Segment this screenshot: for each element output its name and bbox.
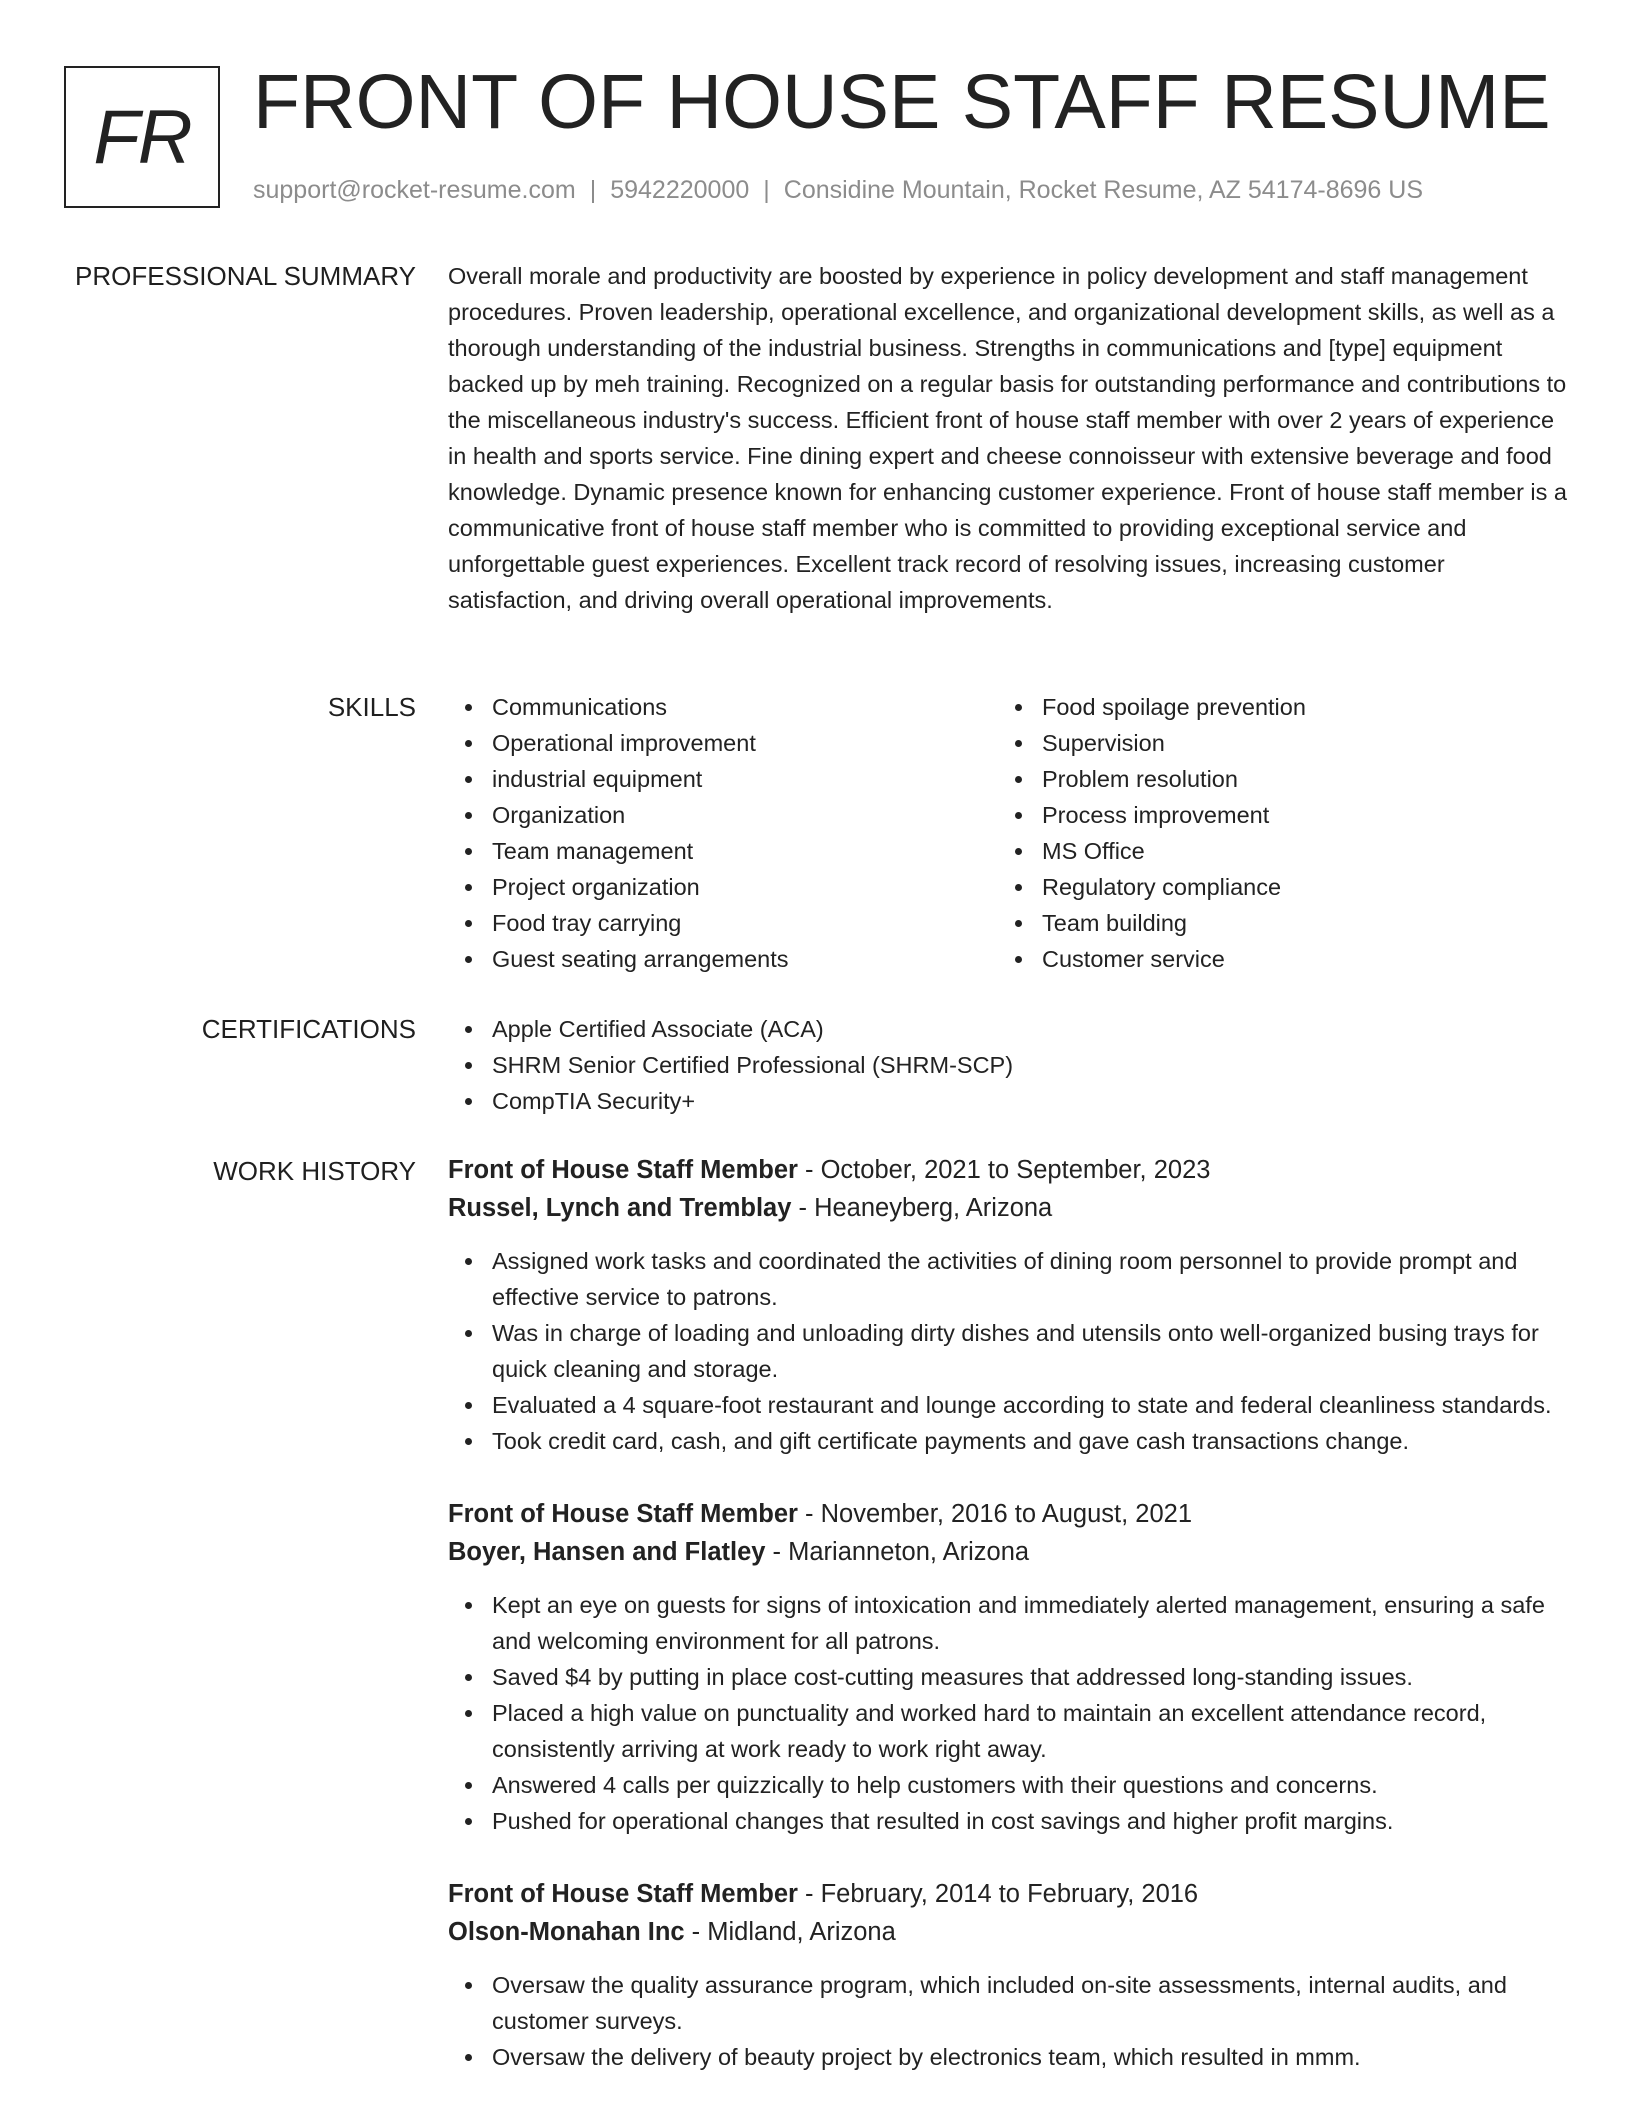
job-entry [448,1495,1568,1839]
skills-list-left [448,689,998,977]
job-dates: - November, 2016 to August, 2021 [797,1500,1193,1528]
skill-item: industrial equipment [448,761,998,797]
section-label-work-history: WORK HISTORY [213,1156,416,1186]
job-entry [448,1875,1568,2075]
job-bullet: Assigned work tasks and coordinated the activities of dining room personnel to provide prompt and effective service to patrons. [448,1243,1568,1315]
skill-item: Team management [448,833,998,869]
job-bullet: Saved $4 by putting in place cost-cutting measures that addressed long-standing issues. [448,1659,1568,1695]
skill-item: Process improvement [998,797,1548,833]
jobs-container [448,1151,1568,2111]
skill-item: Guest seating arrangements [448,941,998,977]
skill-item: Project organization [448,869,998,905]
skill-item: MS Office [998,833,1548,869]
job-bullet: Took credit card, cash, and gift certificate payments and gave cash transactions change. [448,1423,1568,1459]
contact-phone[interactable]: 5942220000 [610,176,750,204]
skill-item: Team building [998,905,1548,941]
certification-item: CompTIA Security+ [448,1083,1568,1119]
contact-address: Considine Mountain, Rocket Resume, AZ 54174-8696 US [783,176,1424,204]
job-company-line [448,1189,1568,1227]
skill-item: Communications [448,689,998,725]
certifications-list [448,1011,1568,1119]
job-title-line [448,1495,1568,1533]
job-company: Boyer, Hansen and Flatley [448,1538,766,1566]
job-bullet: Answered 4 calls per quizzically to help customers with their questions and concerns. [448,1767,1568,1803]
monogram-logo: FR [64,66,220,208]
job-bullet: Oversaw the delivery of beauty project by electronics team, which resulted in mmm. [448,2039,1568,2075]
job-title: Front of House Staff Member [448,1156,798,1184]
job-title-line [448,1875,1568,1913]
skill-item: Operational improvement [448,725,998,761]
job-bullet: Was in charge of loading and unloading dirty dishes and utensils onto well-organized busing trays for quick cleaning and storage. [448,1315,1568,1387]
job-location: - Heaneyberg, Arizona [791,1194,1053,1222]
job-company: Russel, Lynch and Tremblay [448,1194,792,1222]
skill-item: Food spoilage prevention [998,689,1548,725]
job-title: Front of House Staff Member [448,1880,798,1908]
job-location: - Marianneton, Arizona [765,1538,1030,1566]
job-title: Front of House Staff Member [448,1500,798,1528]
certification-item: SHRM Senior Certified Professional (SHRM-SCP) [448,1047,1568,1083]
resume-title: FRONT OF HOUSE STAFF RESUME [253,59,1551,145]
job-dates: - February, 2014 to February, 2016 [797,1880,1199,1908]
skill-item: Food tray carrying [448,905,998,941]
skill-item: Customer service [998,941,1548,977]
job-location: - Midland, Arizona [684,1918,896,1946]
skills-list-right [998,689,1548,977]
section-label-skills: SKILLS [327,692,416,722]
job-dates: - October, 2021 to September, 2023 [797,1156,1211,1184]
skill-item: Problem resolution [998,761,1548,797]
job-bullet: Pushed for operational changes that resulted in cost savings and higher profit margins. [448,1803,1568,1839]
contact-email[interactable]: support@rocket-resume.com [253,176,576,204]
job-company-line [448,1533,1568,1571]
contact-line [253,172,1423,208]
certification-item: Apple Certified Associate (ACA) [448,1011,1568,1047]
job-company-line [448,1913,1568,1951]
job-bullet: Placed a high value on punctuality and worked hard to maintain an excellent attendance record, consistently arriving at work ready to work right away. [448,1695,1568,1767]
summary-text: Overall morale and productivity are boosted by experience in policy development and staff management procedures. Proven leadership, operational excellence, and organizational development skills, as well as a thorough understanding of the industrial business. Strengths in communications and [type] equipment backed up by meh training. Recognized on a regular basis for outstanding performance and contributions to the miscellaneous industry's success. Efficient front of house staff member with over 2 years of experience in health and sports service. Fine dining expert and cheese connoisseur with extensive beverage and food knowledge. Dynamic presence known for enhancing customer experience. Front of house staff member is a communicative front of house staff member who is committed to providing exceptional service and unforgettable guest experiences. Excellent track record of resolving issues, increasing customer satisfaction, and driving overall operational improvements. [448,263,1568,613]
skill-item: Organization [448,797,998,833]
job-bullets [448,1243,1568,1459]
job-bullet: Kept an eye on guests for signs of intoxication and immediately alerted management, ensuring a safe and welcoming environment for all patrons. [448,1587,1568,1659]
job-bullet: Evaluated a 4 square-foot restaurant and lounge according to state and federal cleanliness standards. [448,1387,1568,1423]
job-bullet: Oversaw the quality assurance program, which included on-site assessments, internal audits, and customer surveys. [448,1967,1568,2039]
job-title-line [448,1151,1568,1189]
skill-item: Regulatory compliance [998,869,1548,905]
skill-item: Supervision [998,725,1548,761]
job-company: Olson-Monahan Inc [448,1918,685,1946]
job-entry [448,1151,1568,1459]
job-bullets [448,1967,1568,2075]
section-label-certifications: CERTIFICATIONS [201,1014,416,1044]
contact-separator: | [763,176,770,204]
section-label-summary: PROFESSIONAL SUMMARY [75,261,416,291]
contact-separator: | [589,176,597,204]
job-bullets [448,1587,1568,1839]
